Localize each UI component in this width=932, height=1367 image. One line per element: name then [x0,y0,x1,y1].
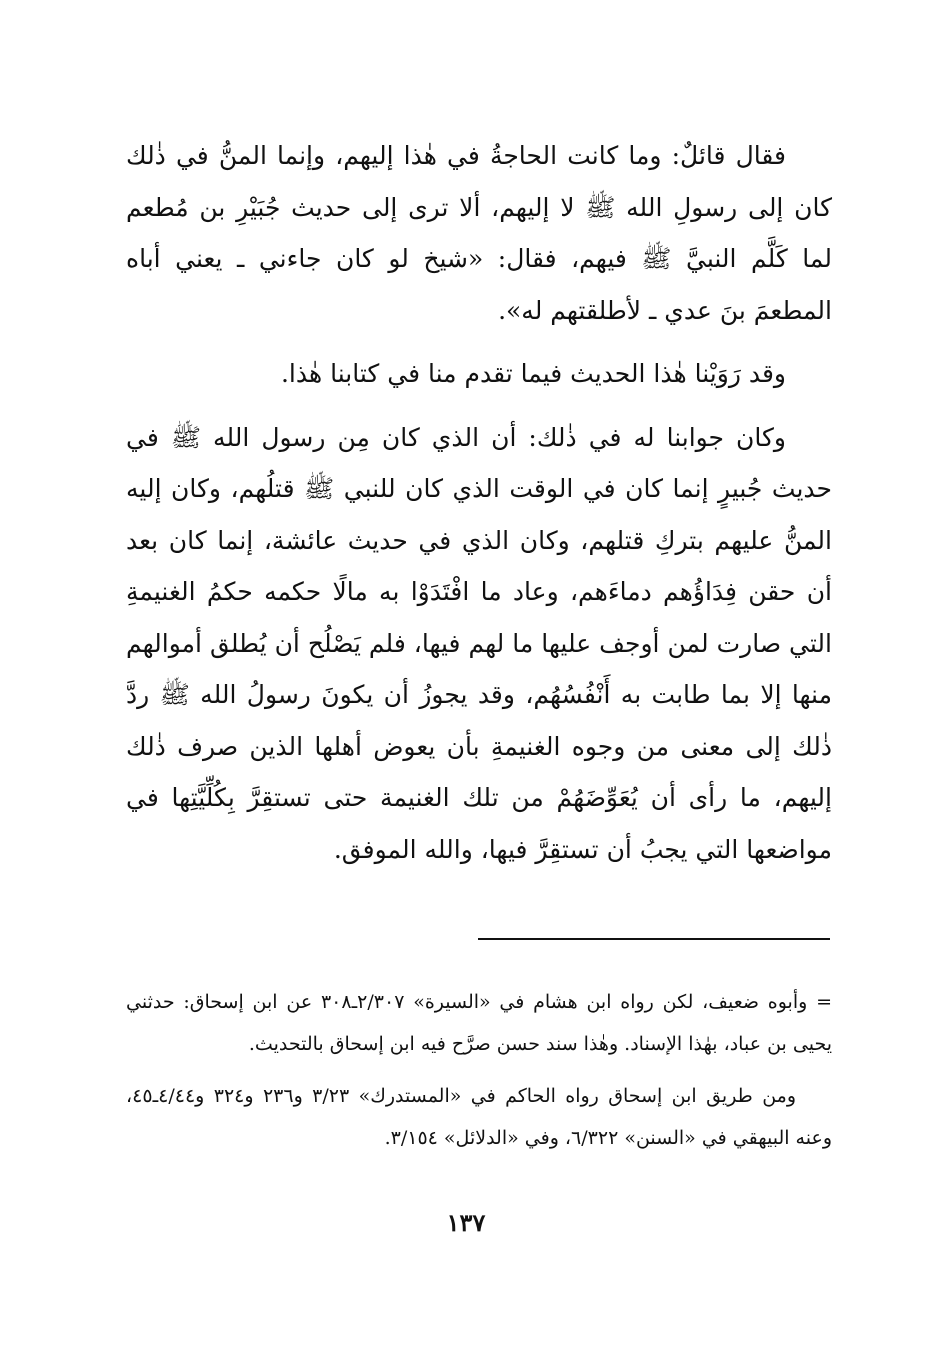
main-text [126,130,832,875]
paragraph-narration: وقد رَوَيْنا هٰذا الحديث فيما تقدم منا في كتابنا هٰذا. [280,359,786,388]
footnote-sources: ومن طريق ابن إسحاق رواه الحاكم في «المستدرك» ٣/٢٣ و٢٣٦ و٣٢٤ و٤/٤٤ـ٤٥، وعنه البيهقي في «السنن» ٦/٣٢٢، وفي «الدلائل» ٣/١٥٤. [126,1085,832,1149]
page-number: ١٣٧ [446,1208,486,1237]
footnote-continuation: = وأبوه ضعيف، لكن رواه ابن هشام في «السيرة» ٢/٣٠٧ـ٣٠٨ عن ابن إسحاق: حدثني يحيى بن عباد، بهٰذا الإسناد. وهٰذا سند حسن صرَّح فيه ابن إسحاق بالتحديث. [126,991,833,1055]
footnote-separator [478,938,830,940]
footnotes [126,981,832,1159]
paragraph-answer: وكان جوابنا له في ذٰلك: أن الذي كان مِن رسول الله ﷺ في حديث جُبيرٍ إنما كان في الوقت الذي كان للنبي ﷺ قتلُهم، وكان إليه المنُّ عليهم بتركِ قتلهم، وكان الذي في حديث عائشة، إنما كان بعد أن حقن فِدَاؤُهم دماءَهم، وعاد ما افْتَدَوْا به مالًا حكمه حكمُ الغنيمةِ التي صارت لمن أوجف عليها ما لهم فيها، فلم يَصْلُح أن يُطلق أموالهم منها إلا بما طابت به أَنْفُسُهُم، وقد يجوزُ أن يكونَ رسولُ الله ﷺ ردَّ ذٰلك إلى معنى من وجوه الغنيمةِ بأن يعوض أهلها الذين صرف ذٰلك إليهم، ما رأى أن يُعَوِّضَهُمْ من تلك الغنيمة حتى تستقِرَّ بِكُلِّيَّتِها في مواضعها التي يجبُ أن تستقِرَّ فيها، والله الموفق. [126,422,832,864]
paragraph-objection: فقال قائلٌ: وما كانت الحاجةُ في هٰذا إليهم، وإنما المنُّ في ذٰلك كان إلى رسولِ الله ﷺ لا إليهم، ألا ترى إلى حديث جُبَيْرِ بن مُطعم لما كَلَّم النبيَّ ﷺ فيهم، فقال: «شيخ لو كان جاءني ـ يعني أباه المطعمَ بنَ عدي ـ لأطلقتهم له». [126,141,832,325]
